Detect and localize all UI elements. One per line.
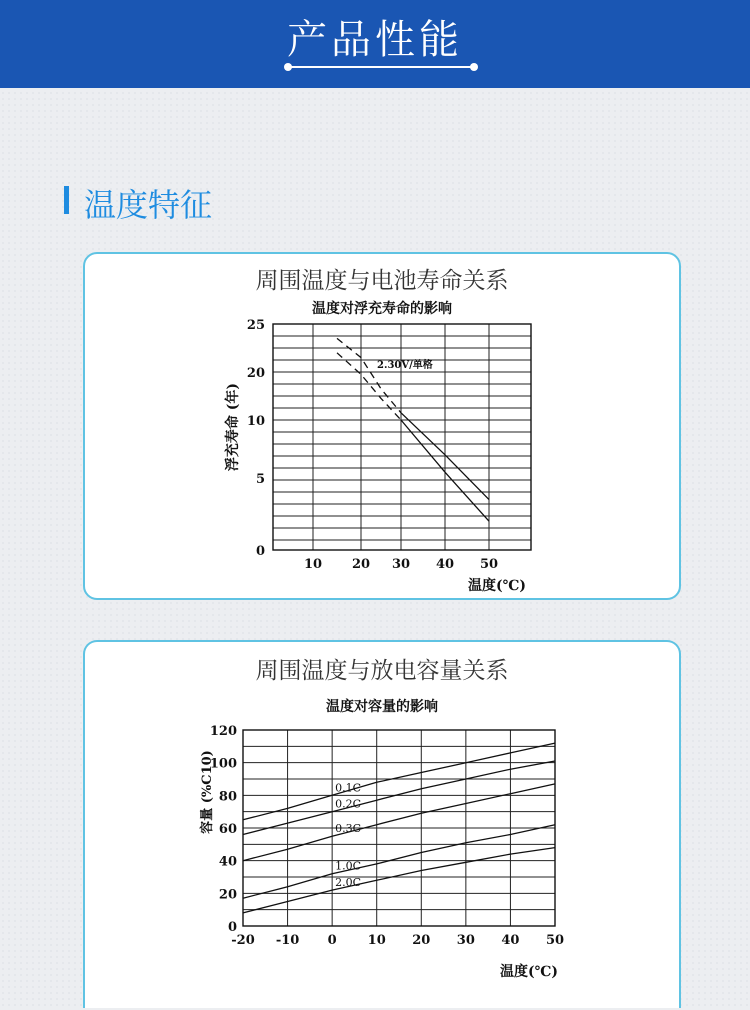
capacity-chart xyxy=(85,642,683,1010)
series-label: 2.0C xyxy=(335,876,362,890)
voltage-annotation: 2.30V/单格 xyxy=(377,360,433,371)
y-tick-label: 100 xyxy=(209,756,237,772)
y-tick-label: 10 xyxy=(246,414,265,429)
page-title: 产品性能 xyxy=(287,17,463,63)
y-tick-label: 60 xyxy=(218,822,237,837)
x-axis-label: 温度(℃) xyxy=(499,964,559,980)
section-title: 温度特征 xyxy=(84,186,213,224)
life-curve xyxy=(337,338,401,412)
life-chart-title: 温度对浮充寿命的影响 xyxy=(312,301,452,317)
y-tick-label: 40 xyxy=(218,854,237,870)
capacity-curve xyxy=(243,825,555,899)
y-axis-label: 容量 (%C10) xyxy=(200,750,215,834)
x-tick-label: 20 xyxy=(412,933,431,948)
underline-left-dot xyxy=(284,63,292,71)
capacity-chart-title: 温度对容量的影响 xyxy=(326,699,438,715)
capacity-curve xyxy=(243,848,555,913)
life-card-title: 周围温度与电池寿命关系 xyxy=(255,268,509,294)
x-tick-label: 50 xyxy=(479,557,499,572)
capacity-curve xyxy=(243,761,555,835)
life-chart xyxy=(85,254,683,602)
capacity-card-title: 周围温度与放电容量关系 xyxy=(255,658,509,684)
x-tick-label: 40 xyxy=(501,933,520,948)
series-label: 1.0C xyxy=(335,859,362,873)
y-tick-label: 25 xyxy=(246,318,265,333)
series-label: 0.2C xyxy=(335,797,362,811)
y-tick-label: 120 xyxy=(209,724,237,739)
life-chart-card xyxy=(83,252,681,600)
series-label: 0.1C xyxy=(335,781,362,795)
x-tick-label: 20 xyxy=(351,557,371,572)
underline-right-dot xyxy=(470,63,478,71)
header-banner xyxy=(0,0,750,88)
y-tick-label: 80 xyxy=(218,789,237,805)
x-tick-label: 30 xyxy=(391,557,411,572)
x-tick-label: -10 xyxy=(275,933,300,948)
x-tick-label: 0 xyxy=(327,933,337,948)
y-tick-label: 20 xyxy=(246,366,265,381)
section-marker xyxy=(64,186,69,214)
y-tick-label: 5 xyxy=(255,472,265,487)
y-axis-label: 浮充寿命 (年) xyxy=(225,382,241,472)
y-tick-label: 0 xyxy=(255,544,265,559)
x-tick-label: 10 xyxy=(367,933,386,948)
x-tick-label: 50 xyxy=(545,933,565,948)
y-tick-label: 20 xyxy=(218,887,237,903)
x-tick-label: 10 xyxy=(303,557,323,572)
capacity-chart-card xyxy=(83,640,681,1008)
x-tick-label: 40 xyxy=(435,557,455,572)
x-axis-label: 温度(℃) xyxy=(467,578,527,594)
title-underline xyxy=(288,66,474,68)
series-label: 0.3C xyxy=(335,822,362,836)
x-tick-label: 30 xyxy=(456,933,475,948)
capacity-curve xyxy=(243,743,555,820)
x-tick-label: -20 xyxy=(231,933,255,948)
y-tick-label: 0 xyxy=(227,920,237,935)
